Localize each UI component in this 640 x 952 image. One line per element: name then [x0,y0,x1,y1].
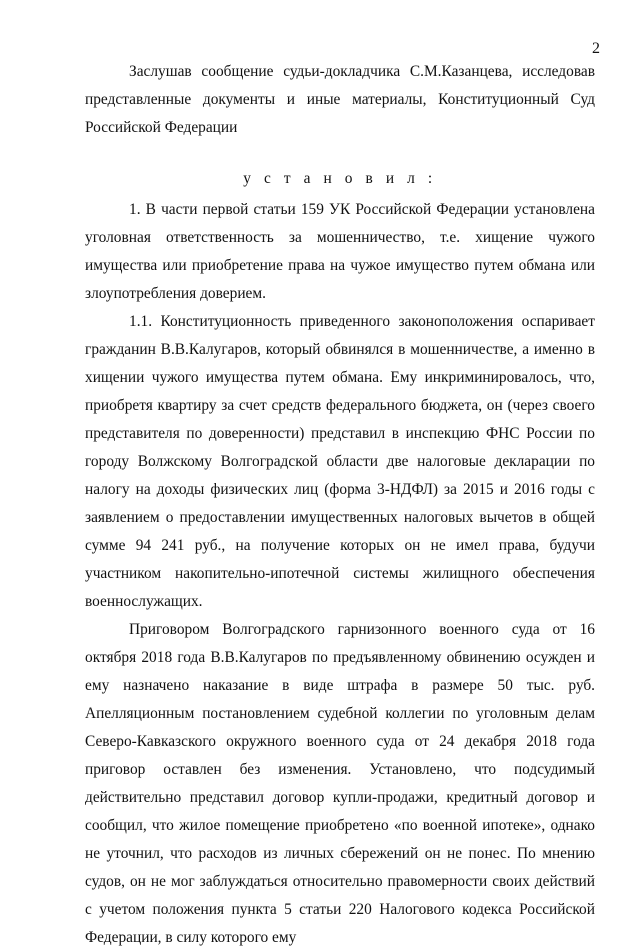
intro-paragraph: Заслушав сообщение судьи-докладчика С.М.Казанцева, исследовав представленные документы и иные материалы, Конституционный Суд Российской Федерации [85,63,595,136]
page-number: 2 [592,40,600,57]
document-body [85,58,595,952]
paragraph-1-1: 1.1. Конституционность приведенного законоположения оспаривает гражданин В.В.Калугаров, который обвинялся в мошенничестве, а именно в хищении чужого имущества путем обмана. Ему инкриминировалось, что, приобретя квартиру за счет средств федерального бюджета, он (через своего представителя по доверенности) представил в инспекцию ФНС России по городу Волжскому Волгоградской области две налоговые декларации по налогу на доходы физических лиц (форма 3-НДФЛ) за 2015 и 2016 годы с заявлением о предоставлении имущественных налоговых вычетов в общей сумме 94 241 руб., на получение которых он не имел права, будучи участником накопительно-ипотечной системы жилищного обеспечения военнослужащих. [85,313,595,610]
paragraph-verdict: Приговором Волгоградского гарнизонного военного суда от 16 октября 2018 года В.В.Калугаров по предъявленному обвинению осужден и ему назначено наказание в виде штрафа в размере 50 тыс. руб. Апелляционным постановлением судебной коллегии по уголовным делам Северо-Кавказского окружного военного суда от 24 декабря 2018 года приговор оставлен без изменения. Установлено, что подсудимый действительно представил договор купли-продажи, кредитный договор и сообщил, что жилое помещение приобретено «по военной ипотеке», однако не уточнил, что расходов из личных сбережений он не понес. По мнению судов, он не мог заблуждаться относительно правомерности своих действий с учетом положения пункта 5 статьи 220 Налогового кодекса Российской Федерации, в силу которого ему [85,621,595,946]
section-heading: у с т а н о в и л : [243,170,437,187]
paragraph-1: 1. В части первой статьи 159 УК Российской Федерации установлена уголовная ответственность за мошенничество, т.е. хищение чужого имущества или приобретение права на чужое имущество путем обмана или злоупотребления доверием. [85,201,595,302]
